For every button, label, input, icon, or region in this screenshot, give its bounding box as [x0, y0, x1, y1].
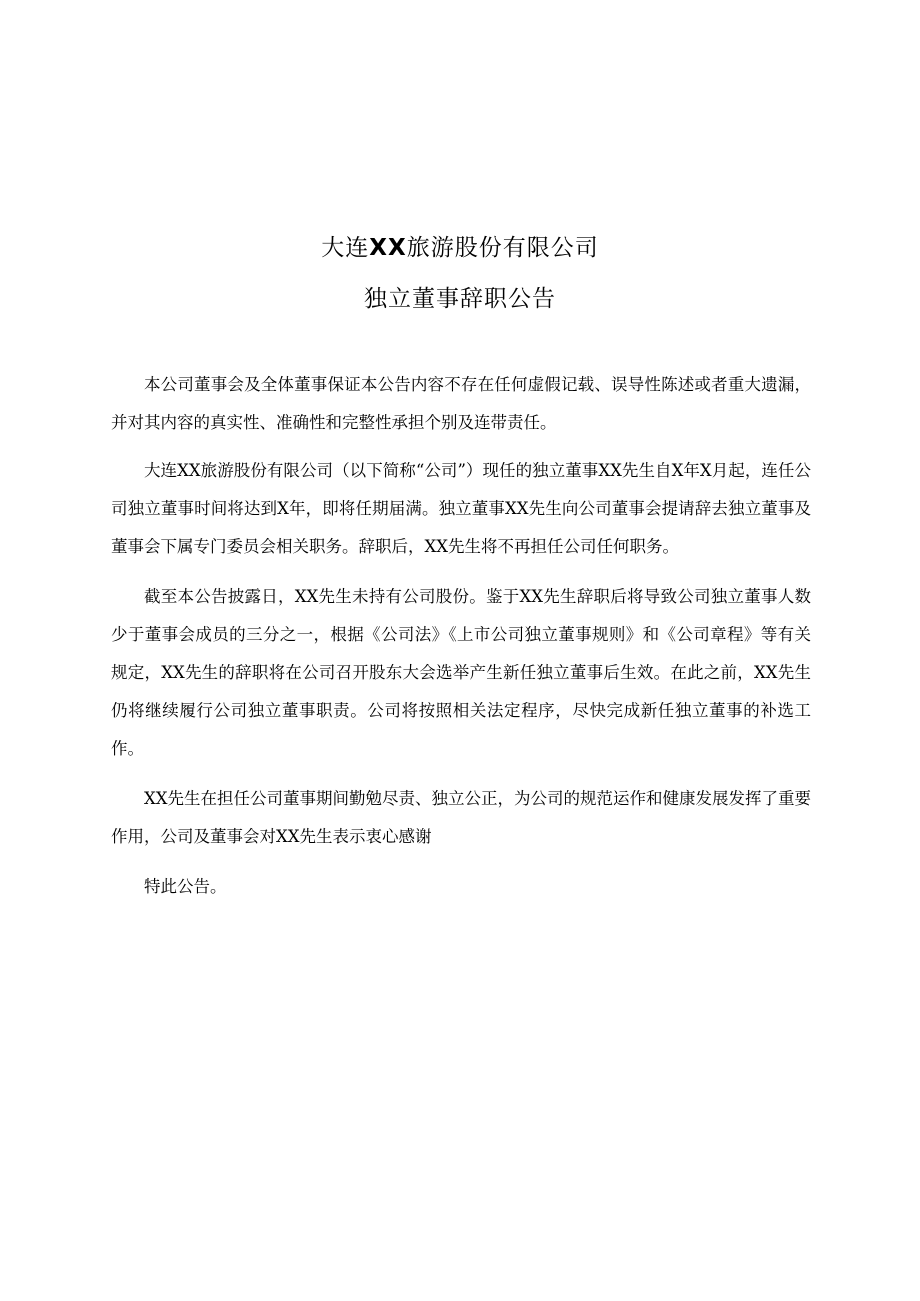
company-title-xx: XX — [369, 235, 407, 261]
company-title-prefix: 大连 — [321, 235, 370, 261]
paragraph-effectiveness: 截至本公告披露日，XX先生未持有公司股份。鉴于XX先生辞职后将导致公司独立董事人数少于董事会成员的三分之一，根据《公司法》《上市公司独立董事规则》和《公司章程》等有关规定，XX先生的辞职将在公司召开股东大会选举产生新任独立董事后生效。在此之前，XX先生仍将继续履行公司独立董事职责。公司将按照相关法定程序，尽快完成新任独立董事的补选工作。 — [111, 587, 811, 758]
paragraph-closing: 特此公告。 — [144, 877, 227, 896]
company-title-suffix: 旅游股份有限公司 — [406, 235, 599, 261]
paragraph-acknowledgement: XX先生在担任公司董事期间勤勉尽责、独立公正，为公司的规范运作和健康发展发挥了重要作用，公司及董事会对XX先生表示衷心感谢 — [111, 789, 811, 846]
paragraph-disclaimer: 本公司董事会及全体董事保证本公告内容不存在任何虚假记载、误导性陈述或者重大遗漏，并对其内容的真实性、准确性和完整性承担个别及连带责任。 — [111, 375, 811, 432]
notice-body — [111, 366, 811, 918]
paragraph-resignation: 大连XX旅游股份有限公司（以下简称“公司”）现任的独立董事XX先生自X年X月起，连任公司独立董事时间将达到X年，即将任期届满。独立董事XX先生向公司董事会提请辞去独立董事及董事会下属专门委员会相关职务。辞职后，XX先生将不再担任公司任何职务。 — [111, 461, 811, 556]
company-title — [0, 229, 920, 262]
notice-title: 独立董事辞职公告 — [364, 286, 556, 312]
